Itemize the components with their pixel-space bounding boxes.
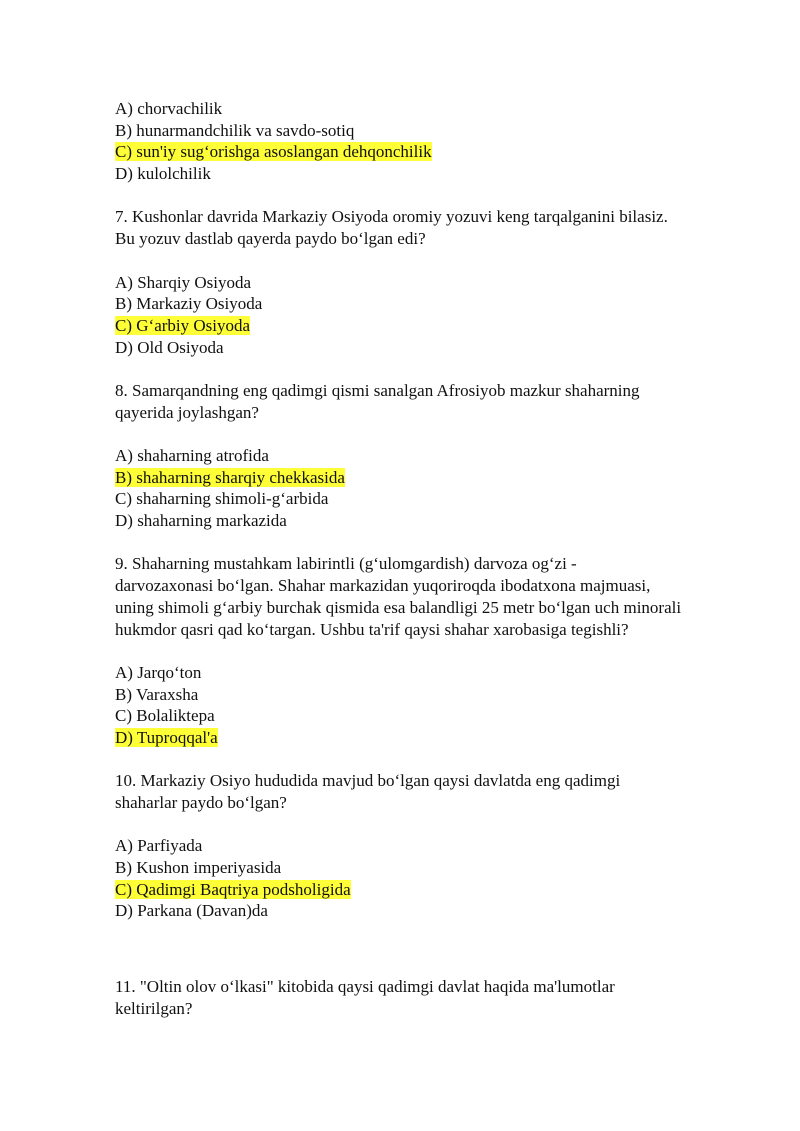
q11-text-line: keltirilgan? bbox=[115, 998, 193, 1018]
question-9 bbox=[115, 553, 765, 640]
answer-highlight: C) Qadimgi Baqtriya podsholigida bbox=[115, 879, 351, 899]
q9-text-line: hukmdor qasri qad ko‘targan. Ushbu ta'rif qaysi shahar xarobasiga tegishli? bbox=[115, 619, 629, 639]
q7-text-line: 7. Kushonlar davrida Markaziy Osiyoda oromiy yozuvi keng tarqalganini bilasiz. bbox=[115, 207, 668, 227]
q9-text-line: darvozaxonasi bo‘lgan. Shahar markazidan yuqoriroqda ibodatxona majmuasi, bbox=[115, 576, 651, 596]
question-10-options bbox=[115, 835, 765, 922]
question-8 bbox=[115, 380, 765, 423]
q10-option-c-correct bbox=[115, 879, 765, 901]
q9-option-b: B) Varaxsha bbox=[115, 684, 199, 704]
q7-text-line: Bu yozuv dastlab qayerda paydo bo‘lgan edi? bbox=[115, 229, 426, 249]
q6-option-a: A) chorvachilik bbox=[115, 99, 223, 118]
q10-option-a: A) Parfiyada bbox=[115, 836, 203, 856]
question-9-options bbox=[115, 662, 765, 749]
q9-option-c: C) Bolaliktepa bbox=[115, 706, 215, 726]
q8-option-a: A) shaharning atrofida bbox=[115, 446, 269, 465]
question-11 bbox=[115, 976, 765, 1019]
q7-option-c-correct bbox=[115, 315, 765, 337]
q6-option-c-correct bbox=[115, 141, 765, 163]
question-8-options bbox=[115, 445, 765, 532]
question-7 bbox=[115, 206, 765, 249]
document-page bbox=[115, 98, 765, 1020]
q7-option-a: A) Sharqiy Osiyoda bbox=[115, 272, 251, 292]
q11-text-line: 11. "Oltin olov o‘lkasi" kitobida qaysi qadimgi davlat haqida ma'lumotlar bbox=[115, 977, 615, 997]
q8-text-line: qayerida joylashgan? bbox=[115, 402, 259, 422]
q8-option-b-correct bbox=[115, 467, 765, 489]
answer-highlight: C) sun'iy sug‘orishga asoslangan dehqonchilik bbox=[115, 142, 432, 162]
question-6-options bbox=[115, 98, 765, 185]
answer-highlight: C) G‘arbiy Osiyoda bbox=[115, 315, 251, 335]
q7-option-b: B) Markaziy Osiyoda bbox=[115, 294, 263, 314]
q10-option-d: D) Parkana (Davan)da bbox=[115, 901, 268, 921]
answer-highlight: D) Tuproqqal'a bbox=[115, 727, 218, 747]
q10-text-line: 10. Markaziy Osiyo hududida mavjud bo‘lgan qaysi davlatda eng qadimgi bbox=[115, 771, 621, 791]
answer-highlight: B) shaharning sharqiy chekkasida bbox=[115, 467, 345, 487]
q9-option-a: A) Jarqo‘ton bbox=[115, 662, 202, 682]
q7-option-d: D) Old Osiyoda bbox=[115, 337, 224, 357]
q6-option-d: D) kulolchilik bbox=[115, 164, 211, 184]
question-7-options bbox=[115, 272, 765, 359]
q6-option-b: B) hunarmandchilik va savdo-sotiq bbox=[115, 120, 355, 140]
question-10 bbox=[115, 770, 765, 813]
q10-option-b: B) Kushon imperiyasida bbox=[115, 858, 282, 878]
q9-option-d-correct bbox=[115, 727, 765, 749]
q9-text-line: uning shimoli g‘arbiy burchak qismida esa balandligi 25 metr bo‘lgan uch minorali bbox=[115, 597, 682, 617]
q9-text-line: 9. Shaharning mustahkam labirintli (g‘ulomgardish) darvoza og‘zi - bbox=[115, 554, 577, 574]
q8-text-line: 8. Samarqandning eng qadimgi qismi sanalgan Afrosiyob mazkur shaharning bbox=[115, 380, 640, 400]
q8-option-c: C) shaharning shimoli-g‘arbida bbox=[115, 489, 329, 509]
q8-option-d: D) shaharning markazida bbox=[115, 511, 287, 531]
q10-text-line: shaharlar paydo bo‘lgan? bbox=[115, 793, 287, 812]
